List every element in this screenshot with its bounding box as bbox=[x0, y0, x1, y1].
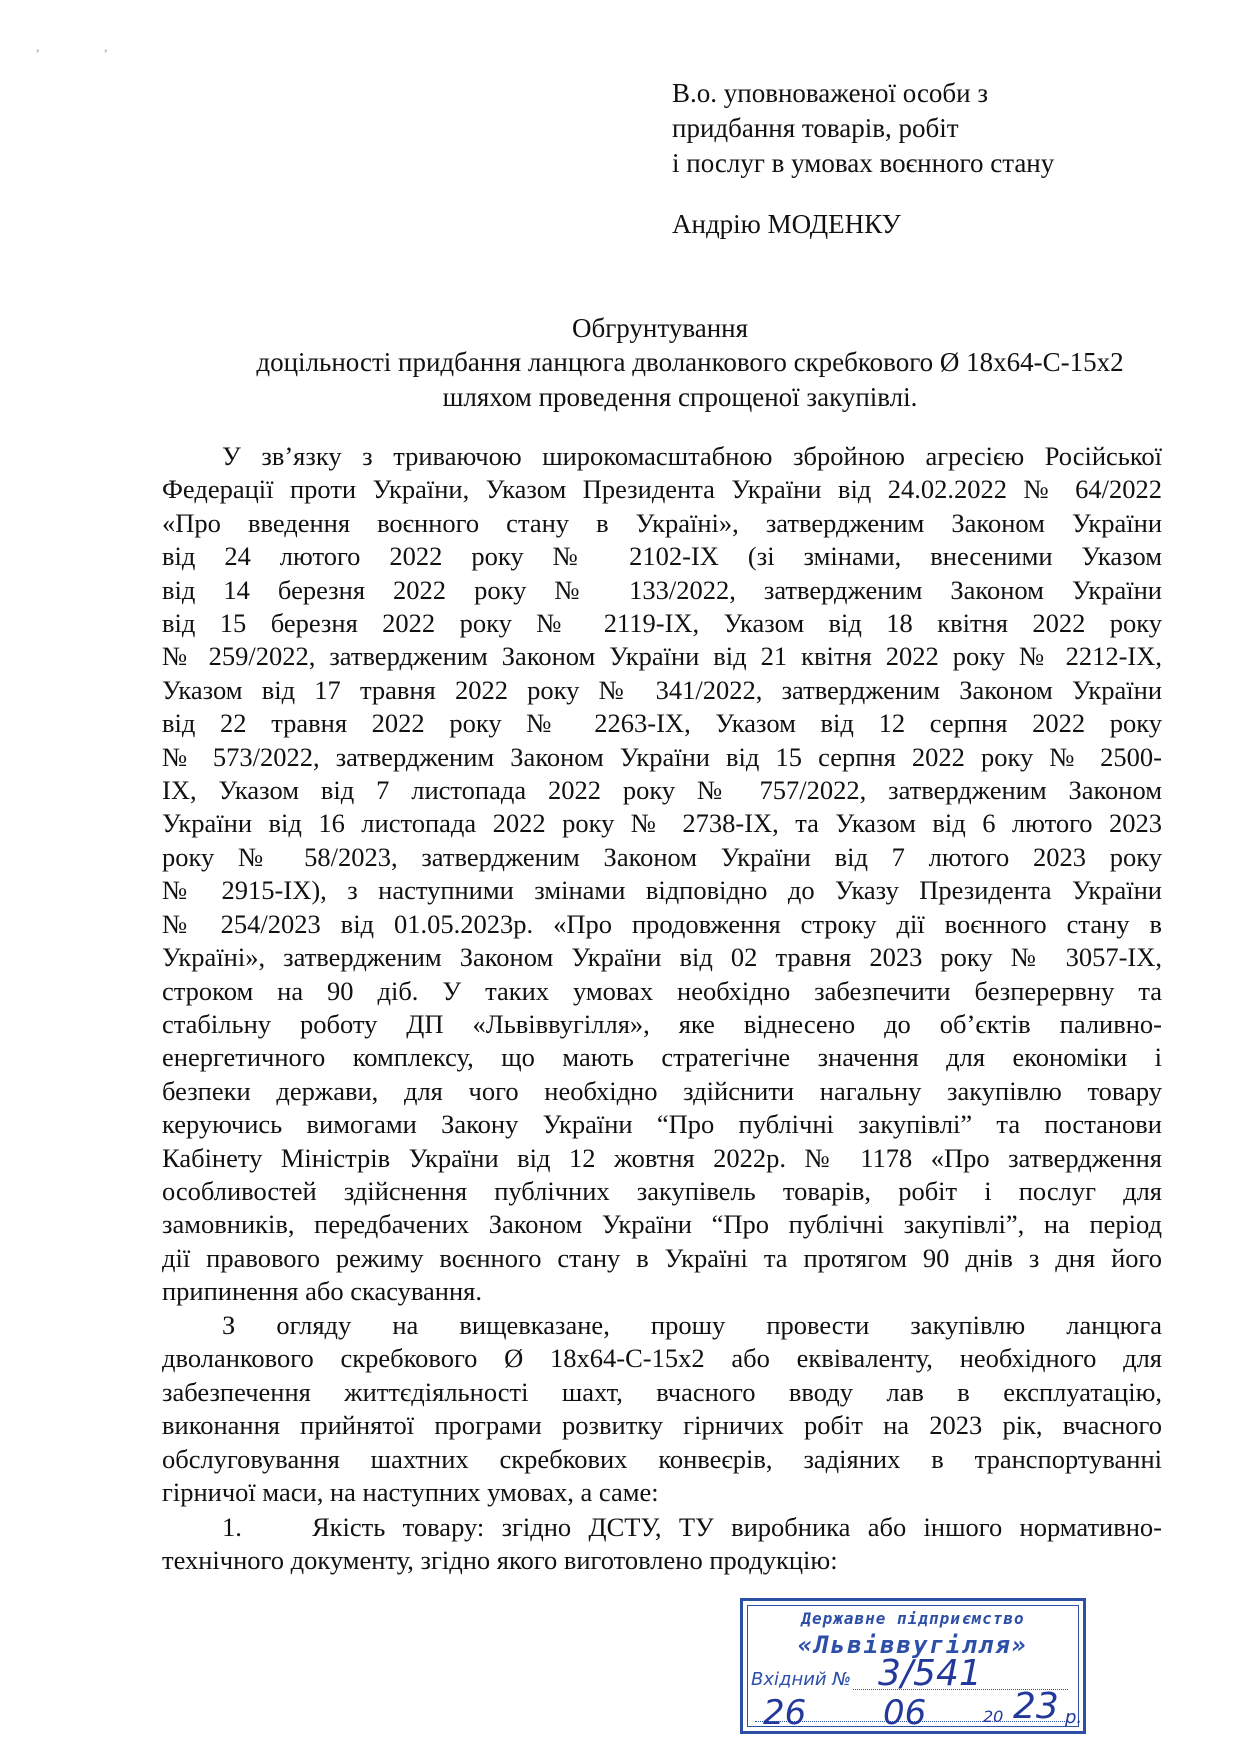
text-line: № 254/2023 від 01.05.2023р. «Про продовження строку дії воєнного стану в bbox=[162, 908, 1162, 939]
text-line: виконання прийнятої програми розвитку гірничих робіт на 2023 рік, вчасного bbox=[162, 1410, 1162, 1441]
text-line: безпеки держави, для чого необхідно здійснити нагальну закупівлю товару bbox=[162, 1075, 1162, 1106]
text-line: обслуговування шахтних скребкових конвеєрів, задіяних в транспортуванні bbox=[162, 1443, 1162, 1474]
text-line: «Про введення воєнного стану в Україні», затвердженим Законом України bbox=[162, 507, 1162, 538]
text-line: Указом від 17 травня 2022 року № 341/2022, затвердженим Законом України bbox=[162, 674, 1162, 705]
text-line: року № 58/2023, затвердженим Законом України від 7 лютого 2023 року bbox=[162, 841, 1162, 872]
paragraph-request bbox=[162, 1309, 1162, 1509]
addressee-block bbox=[672, 76, 1054, 181]
addressee-line: В.о. уповноваженої особи з bbox=[672, 78, 989, 108]
scan-speck: , bbox=[36, 40, 40, 55]
text-line: IX, Указом від 7 листопада 2022 року № 757/2022, затвердженим Законом bbox=[162, 775, 1162, 806]
handwritten-year: 23 bbox=[1013, 1686, 1059, 1727]
list-item bbox=[162, 1511, 1162, 1578]
text-line: строком на 90 діб. У таких умовах необхідно забезпечити безперервну та bbox=[162, 975, 1162, 1006]
text-line: Україні», затвердженим Законом України від 02 травня 2023 року № 3057-IX, bbox=[162, 942, 1162, 973]
stamp-org-name: «Львіввугілля» bbox=[797, 1631, 1029, 1659]
document-title: Обгрунтування bbox=[571, 313, 749, 343]
text-line: № 259/2022, затвердженим Законом України від 21 квітня 2022 року № 2212-IX, bbox=[162, 641, 1162, 672]
text-line: керуючись вимогами Закону України “Про публічні закупівлі” та постанови bbox=[162, 1109, 1162, 1140]
stamp-incoming-label: Вхідний № bbox=[751, 1669, 852, 1690]
text-line: дії правового режиму воєнного стану в Україні та протягом 90 днів з дня його bbox=[162, 1242, 1162, 1273]
text-line: від 22 травня 2022 року № 2263-IX, Указом від 12 серпня 2022 року bbox=[162, 708, 1162, 739]
text-line: № 2915-IX), з наступними змінами відповідно до Указу Президента України bbox=[162, 875, 1162, 906]
text-line: Кабінету Міністрів України від 12 жовтня 2022р. № 1178 «Про затвердження bbox=[162, 1142, 1162, 1173]
stamp-org-line: Державне підприємство bbox=[801, 1609, 1025, 1628]
addressee-line: і послуг в умовах воєнного стану bbox=[672, 148, 1055, 178]
list-item-first-line bbox=[222, 1511, 1162, 1544]
text-line: особливостей здійснення публічних закупівель товарів, робіт і послуг для bbox=[162, 1175, 1162, 1206]
text-line: припинення або скасування. bbox=[162, 1276, 482, 1307]
text-line: № 573/2022, затвердженим Законом України від 15 серпня 2022 року № 2500- bbox=[162, 741, 1162, 772]
list-item-text: Якість товару: згідно ДСТУ, ТУ виробника або іншого нормативно- bbox=[312, 1512, 1162, 1542]
paragraph-justification bbox=[162, 440, 1162, 1309]
list-item-continuation: технічного документу, згідно якого виготовлено продукцію: bbox=[162, 1545, 838, 1576]
text-line: стабільну роботу ДП «Львіввугілля», яке віднесено до об’єктів паливно- bbox=[162, 1008, 1162, 1039]
text-line: від 15 березня 2022 року № 2119-IX, Указом від 18 квітня 2022 року bbox=[162, 608, 1162, 639]
text-line: замовників, передбачених Законом України “Про публічні закупівлі”, на період bbox=[162, 1209, 1162, 1240]
text-line: гірничої маси, на наступних умовах, а саме: bbox=[162, 1477, 659, 1508]
text-line: від 14 березня 2022 року № 133/2022, затвердженим Законом України bbox=[162, 574, 1162, 605]
registration-stamp bbox=[740, 1598, 1086, 1734]
text-line: дволанкового скребкового Ø 18х64-С-15х2 або еквіваленту, необхідного для bbox=[162, 1343, 1162, 1374]
text-line: З огляду на вищевказане, прошу провести закупівлю ланцюга bbox=[222, 1310, 1162, 1340]
text-line: енергетичного комплексу, що мають стратегічне значення для економіки і bbox=[162, 1042, 1162, 1073]
handwritten-incoming-number: 3/541 bbox=[878, 1653, 982, 1694]
stamp-year-prefix: 20 bbox=[983, 1707, 1004, 1726]
list-item-number: 1. bbox=[222, 1512, 242, 1542]
text-line: від 24 лютого 2022 року № 2102-IX (зі змінами, внесеними Указом bbox=[162, 541, 1162, 572]
addressee-name: Андрію МОДЕНКУ bbox=[672, 209, 901, 239]
document-subtitle-line: шляхом проведення спрощеної закупівлі. bbox=[442, 382, 918, 412]
text-line: У зв’язку з триваючою широкомасштабною збройною агресією Російської bbox=[222, 441, 1162, 471]
handwritten-month: 06 bbox=[883, 1693, 927, 1733]
text-line: Федерації проти України, Указом Президента України від 24.02.2022 № 64/2022 bbox=[162, 474, 1162, 505]
scan-speck: , bbox=[104, 40, 108, 55]
document-subtitle-line: доцільності придбання ланцюга дволанкового скребкового Ø 18х64-С-15х2 bbox=[256, 347, 1124, 377]
handwritten-day: 26 bbox=[763, 1693, 807, 1733]
stamp-year-suffix: р. bbox=[1065, 1707, 1083, 1728]
text-line: забезпечення життєдіяльності шахт, вчасного вводу лав в експлуатацію, bbox=[162, 1376, 1162, 1407]
addressee-line: придбання товарів, робіт bbox=[672, 113, 959, 143]
text-line: України від 16 листопада 2022 року № 2738-IX, та Указом від 6 лютого 2023 bbox=[162, 808, 1162, 839]
